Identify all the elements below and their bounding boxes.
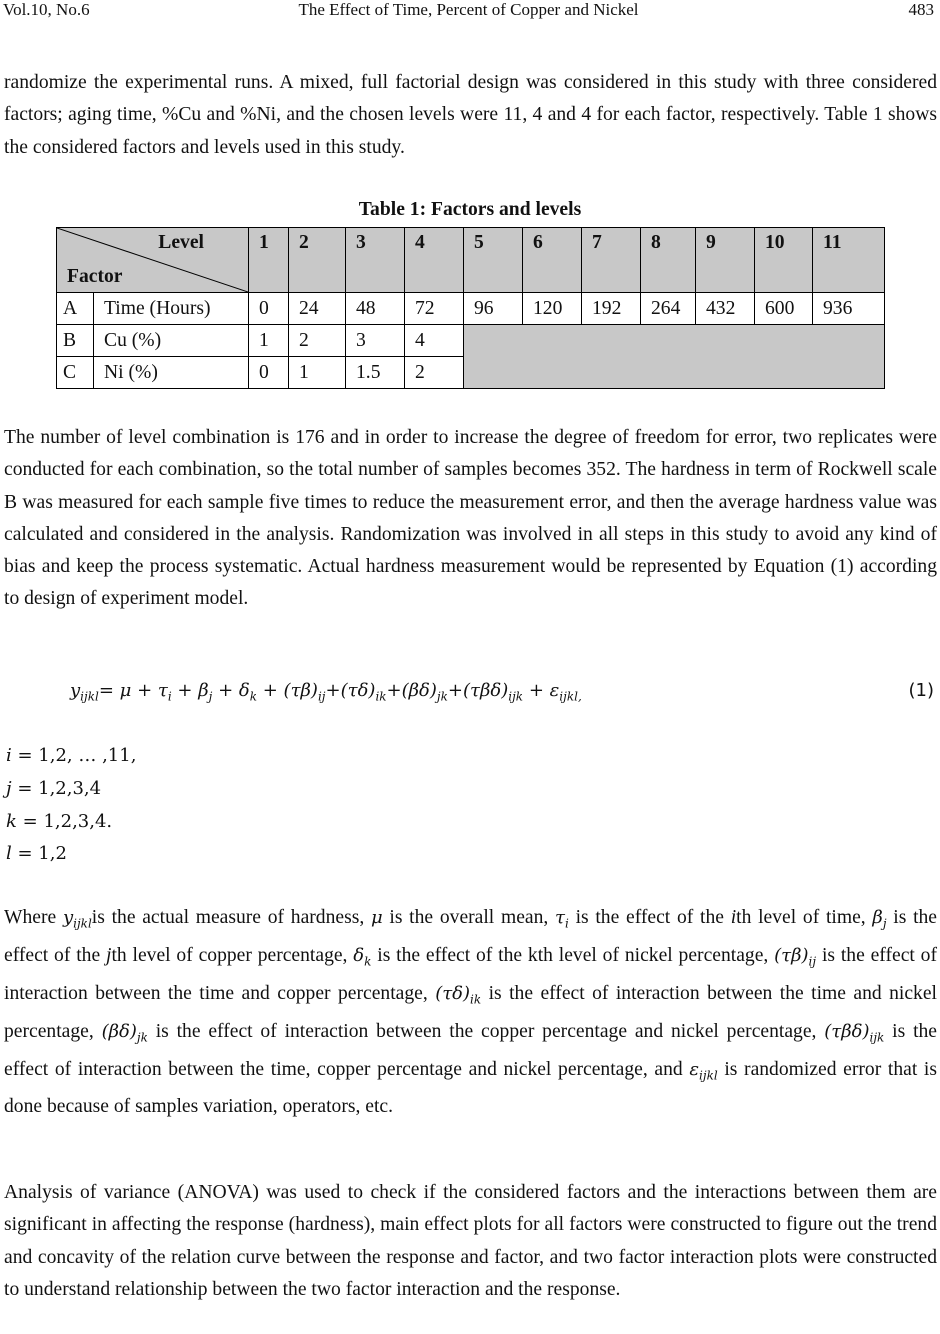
- paragraph-replicates: The number of level combination is 176 and in order to increase the degree of freedom for error, two replicates were conducted for each combination, so the total number of samples becomes 352. The hardness in term of Rockwell scale B was measured for each sample five times to reduce the measurement error, and then the average hardness value was calculated and considered in the analysis. Randomization was involved in all steps in this study to avoid any kind of bias and keep the process systematic. Actual hardness measurement would be represented by Equation (1) according to design of experiment model.: [4, 427, 937, 610]
- level-header: 3: [346, 228, 405, 293]
- factor-name: Time (Hours): [94, 293, 249, 325]
- paragraph-anova: Analysis of variance (ANOVA) was used to check if the considered factors and the interactions between them are significant in affecting the response (hardness), main effect plots for all factors were constructed to figure out the trend and concavity of the relation curve between the response and factor, and two factor interaction plots were constructed to understand relationship between the two factor interaction and the response.: [4, 1182, 937, 1300]
- table-cell: 3: [346, 325, 405, 357]
- table-cell: 2: [289, 325, 346, 357]
- table-cell: 24: [289, 293, 346, 325]
- index-range: j = 1,2,3,4: [6, 778, 102, 799]
- table-cell: 432: [696, 293, 755, 325]
- level-header: 11: [813, 228, 885, 293]
- index-range: k = 1,2,3,4.: [6, 811, 113, 832]
- level-header: 2: [289, 228, 346, 293]
- table-cell: 4: [405, 325, 464, 357]
- table-cell: 2: [405, 357, 464, 389]
- table-cell: 1: [249, 325, 289, 357]
- table-cell: 0: [249, 293, 289, 325]
- paragraph-symbol-definitions: Where $y_{ijkl}is$ the actual measure of hardness, μ is the overall mean, $\tau_i$ is the effect of the ith level of time, $\beta_j$ is the effect of the jth level of copper percentage, $\delta_k$ is the effect of the kth level of nickel percentage, $(\tau\beta)_{ij}$ is the effect of interaction between the time and copper percentage, $(\tau\delta)_{ik}$ is the effect of interaction between the time and nickel percentage, $(\beta\delta)_{jk}$ is the effect of interaction between the copper percentage and nickel percentage, $(\tau\beta\delta)_{ijk}$ is the effect of interaction between the time, copper percentage and nickel percentage, and $\varepsilon_{ijkl}$ is randomized error that is done because of samples variation, operators, etc.: [4, 907, 938, 1118]
- table-cell: 72: [405, 293, 464, 325]
- factor-key: A: [57, 293, 94, 325]
- table-cell: 192: [582, 293, 641, 325]
- factor-key: C: [57, 357, 94, 389]
- index-range: i = 1,2, … ,11,: [6, 745, 137, 766]
- corner-level-label: Level: [158, 232, 204, 253]
- level-header: 10: [755, 228, 813, 293]
- equation-1: $y_{ijkl}= \mu + \tau_i + \beta_j + \delta_k + (\tau\beta)_{ij}+(\tau\delta)_{ik}+(\beta\delta)_{jk}+(\tau\beta\delta)_{ijk} + \varepsilon_{ijkl,}$: [70, 680, 582, 704]
- level-header: 4: [405, 228, 464, 293]
- table-cell: 0: [249, 357, 289, 389]
- header-page-number: 483: [908, 0, 934, 19]
- table-caption: Table 1: Factors and levels: [358, 199, 582, 220]
- table-cell: 96: [464, 293, 523, 325]
- equation-number: (1): [908, 680, 934, 701]
- table-cell: 936: [813, 293, 885, 325]
- level-header: 7: [582, 228, 641, 293]
- factor-name: Ni (%): [94, 357, 249, 389]
- corner-factor-label: Factor: [67, 266, 123, 287]
- table-cell: 1: [289, 357, 346, 389]
- index-range: l = 1,2: [6, 843, 67, 864]
- level-header: 5: [464, 228, 523, 293]
- level-header: 9: [696, 228, 755, 293]
- table-cell: 48: [346, 293, 405, 325]
- paragraph-intro: randomize the experimental runs. A mixed, full factorial design was considered in this study with three considered factors; aging time, %Cu and %Ni, and the chosen levels were 11, 4 and 4 for each factor, respectively. Table 1 shows the considered factors and levels used in this study.: [4, 72, 937, 158]
- level-header: 6: [523, 228, 582, 293]
- table-cell: 264: [641, 293, 696, 325]
- factor-name: Cu (%): [94, 325, 249, 357]
- header-title: The Effect of Time, Percent of Copper and Nickel: [298, 0, 639, 19]
- factors-levels-table: [56, 227, 885, 389]
- table-row: [57, 293, 885, 325]
- running-header: [3, 0, 934, 26]
- level-header: 1: [249, 228, 289, 293]
- table-cell: 600: [755, 293, 813, 325]
- header-corner-cell: [57, 228, 249, 293]
- level-header: 8: [641, 228, 696, 293]
- table-row: [57, 325, 885, 357]
- factor-key: B: [57, 325, 94, 357]
- table-cell: 1.5: [346, 357, 405, 389]
- header-volume: Vol.10, No.6: [3, 0, 90, 19]
- table-cell: 120: [523, 293, 582, 325]
- empty-shaded-cell: [464, 325, 885, 389]
- table-header-row: [57, 228, 885, 293]
